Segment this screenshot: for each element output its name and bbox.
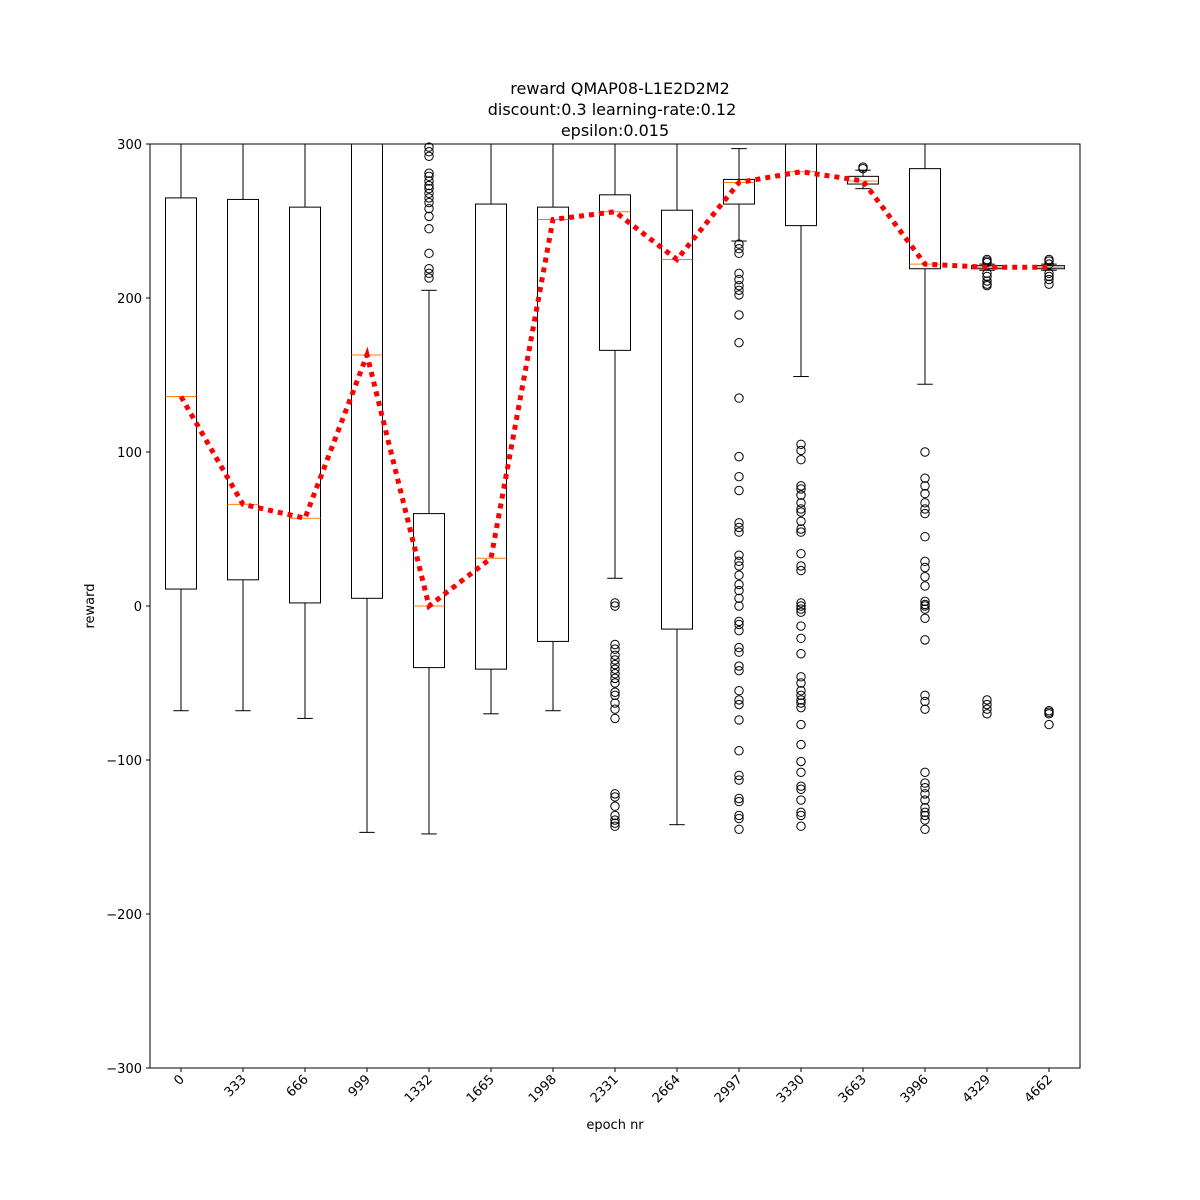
y-tick-label: −100 [106, 754, 142, 769]
chart-title-line-1: reward QMAP08-L1E2D2M2 [510, 79, 730, 98]
x-axis-label: epoch nr [586, 1118, 644, 1133]
y-tick-label: −300 [106, 1062, 142, 1077]
y-tick-label: 100 [117, 446, 142, 461]
x-tick-label: 2997 [711, 1072, 746, 1107]
y-tick-label: −200 [106, 908, 142, 923]
x-tick-label: 4329 [959, 1072, 994, 1107]
x-tick-label: 666 [283, 1072, 312, 1101]
x-tick-label: 1332 [401, 1072, 436, 1107]
x-tick-label: 3996 [897, 1072, 932, 1107]
x-tick-label: 3663 [835, 1072, 870, 1107]
x-tick-label: 2664 [649, 1072, 684, 1107]
chart-title-line-3: epsilon:0.015 [560, 121, 670, 140]
y-axis-label: reward [83, 583, 98, 629]
y-tick-label: 0 [133, 600, 142, 615]
y-tick-label: 300 [117, 138, 142, 153]
x-tick-label: 999 [345, 1072, 374, 1101]
x-tick-label: 1665 [463, 1072, 498, 1107]
x-tick-label: 0 [171, 1072, 188, 1089]
x-tick-label: 1998 [525, 1072, 560, 1107]
x-tick-label: 333 [221, 1072, 250, 1101]
x-tick-label: 4662 [1021, 1072, 1056, 1107]
x-tick-label: 2331 [587, 1072, 622, 1107]
y-tick-label: 200 [117, 292, 142, 307]
chart-title-line-2: discount:0.3 learning-rate:0.12 [487, 100, 737, 119]
x-tick-label: 3330 [773, 1072, 808, 1107]
